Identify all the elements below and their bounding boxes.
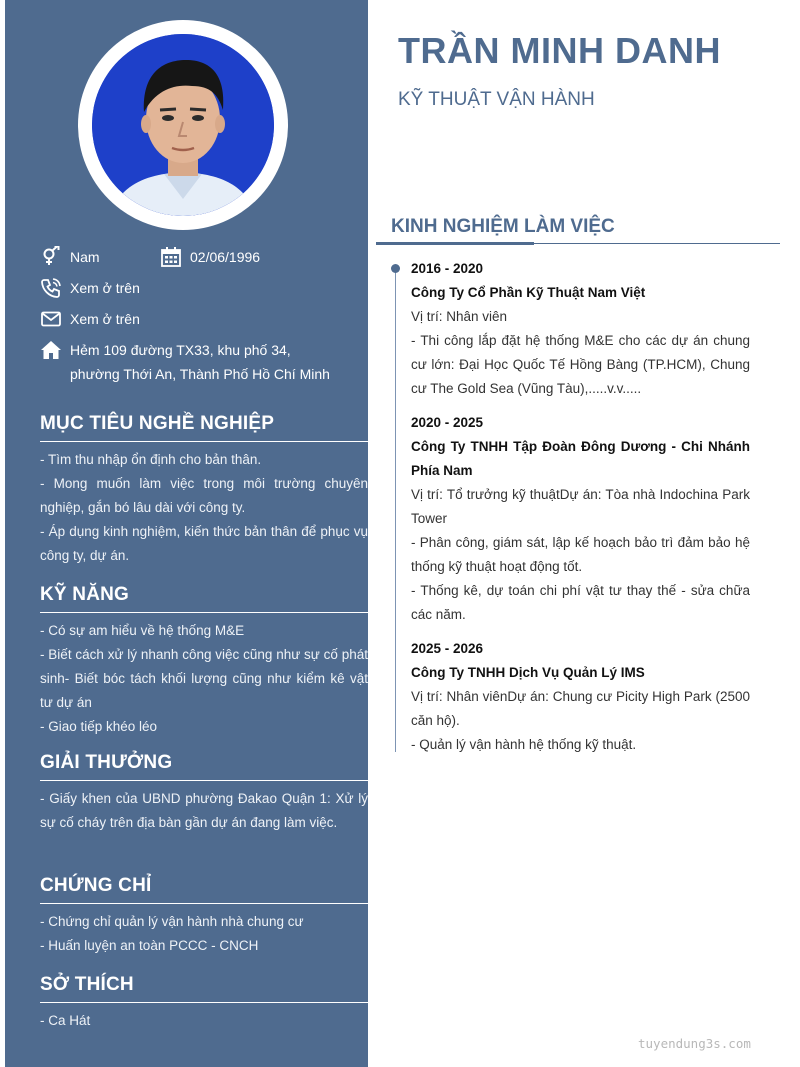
experience-title: KINH NGHIỆM LÀM VIỆC [391,216,615,237]
avatar-frame [78,20,288,230]
objective-section [40,413,368,568]
certificates-section [40,875,368,958]
job-line: - Thi công lắp đặt hệ thống M&E cho các dự án chung cư lớn: Đại Học Quốc Tế Hồng Bàng (TP.HCM), Chung cư The Gold Sea (Vũng Tàu),.....v.v..... [411,333,750,396]
awards-title: GIẢI THƯỞNG [40,752,368,781]
skills-title: KỸ NĂNG [40,584,368,613]
phone-icon [40,277,62,299]
skills-line: - Giao tiếp khéo léo [40,719,158,734]
objective-title: MỤC TIÊU NGHỀ NGHIỆP [40,413,368,442]
awards-section [40,752,368,835]
candidate-name: TRẦN MINH DANH [398,30,721,71]
email-row [40,307,140,331]
avatar [92,34,274,216]
timeline-dot [391,264,400,273]
job-entry [411,257,750,401]
skills-body [40,613,368,739]
experience-divider-accent [376,242,534,245]
awards-line: - Giấy khen của UBND phường Đakao Quận 1: Xử lý sự cố cháy trên địa bàn gần dự án đang làm việc. [40,791,368,830]
job-line: Vị trí: Nhân viên [411,309,508,324]
job-period: 2025 - 2026 [411,641,484,656]
certificates-title: CHỨNG CHỈ [40,875,368,904]
email-value: Xem ở trên [70,311,140,327]
job-line: Vị trí: Tổ trưởng kỹ thuậtDự án: Tòa nhà Indochina Park Tower [411,487,750,526]
objective-line: - Tìm thu nhập ổn định cho bản thân. [40,452,262,467]
job-line: - Phân công, giám sát, lập kế hoạch bảo trì đảm bảo hệ thống kỹ thuật hoạt động tốt. [411,535,750,574]
hobbies-body [40,1003,368,1033]
job-line: - Thống kê, dự toán chi phí vật tư thay thế - sửa chữa các năm. [411,583,750,622]
gender-value: Nam [70,249,100,265]
skills-line: - Biết cách xử lý nhanh công việc cũng như sự cố phát sinh- Biết bóc tách khối lượng cũng như kiểm kê vật tư dự án [40,647,368,710]
job-company: Công Ty TNHH Tập Đoàn Đông Dương - Chi Nhánh Phía Nam [411,439,750,478]
job-period: 2016 - 2020 [411,261,484,276]
hobbies-title: SỞ THÍCH [40,974,368,1003]
candidate-role: KỸ THUẬT VẬN HÀNH [398,89,595,110]
job-company: Công Ty Cổ Phần Kỹ Thuật Nam Việt [411,285,646,300]
address-row [40,338,340,386]
job-entry [411,411,750,627]
skills-line: - Có sự am hiểu về hệ thống M&E [40,623,245,638]
calendar-icon [160,246,182,268]
hobbies-section [40,974,368,1033]
job-company: Công Ty TNHH Dịch Vụ Quản Lý IMS [411,665,645,680]
hobbies-line: - Ca Hát [40,1013,91,1028]
job-line: - Quản lý vận hành hệ thống kỹ thuật. [411,737,637,752]
birthdate-row [160,245,260,269]
birthdate-value: 02/06/1996 [190,249,261,265]
phone-value: Xem ở trên [70,280,140,296]
certificates-line: - Chứng chỉ quản lý vận hành nhà chung cư [40,914,304,929]
home-icon [40,339,62,361]
mail-icon [40,308,62,330]
watermark: tuyendung3s.com [638,1036,751,1051]
gender-icon [40,246,62,268]
job-line: Vị trí: Nhân viênDự án: Chung cư Picity High Park (2500 căn hộ). [411,689,750,728]
timeline-line [395,268,396,752]
certificates-line: - Huấn luyện an toàn PCCC - CNCH [40,938,259,953]
job-period: 2020 - 2025 [411,415,484,430]
certificates-body [40,904,368,958]
objective-line: - Áp dụng kinh nghiệm, kiến thức bản thân để phục vụ công ty, dự án. [40,524,368,563]
phone-row [40,276,140,300]
sidebar [5,0,368,1067]
job-entry [411,637,750,757]
gender-row [40,245,100,269]
skills-section [40,584,368,739]
objective-line: - Mong muốn làm việc trong môi trường chuyên nghiệp, gắn bó lâu dài với công ty. [40,476,368,515]
awards-body [40,781,368,835]
objective-body [40,442,368,568]
address-value: Hẻm 109 đường TX33, khu phố 34, phường Thới An, Thành Phố Hồ Chí Minh [70,342,330,382]
